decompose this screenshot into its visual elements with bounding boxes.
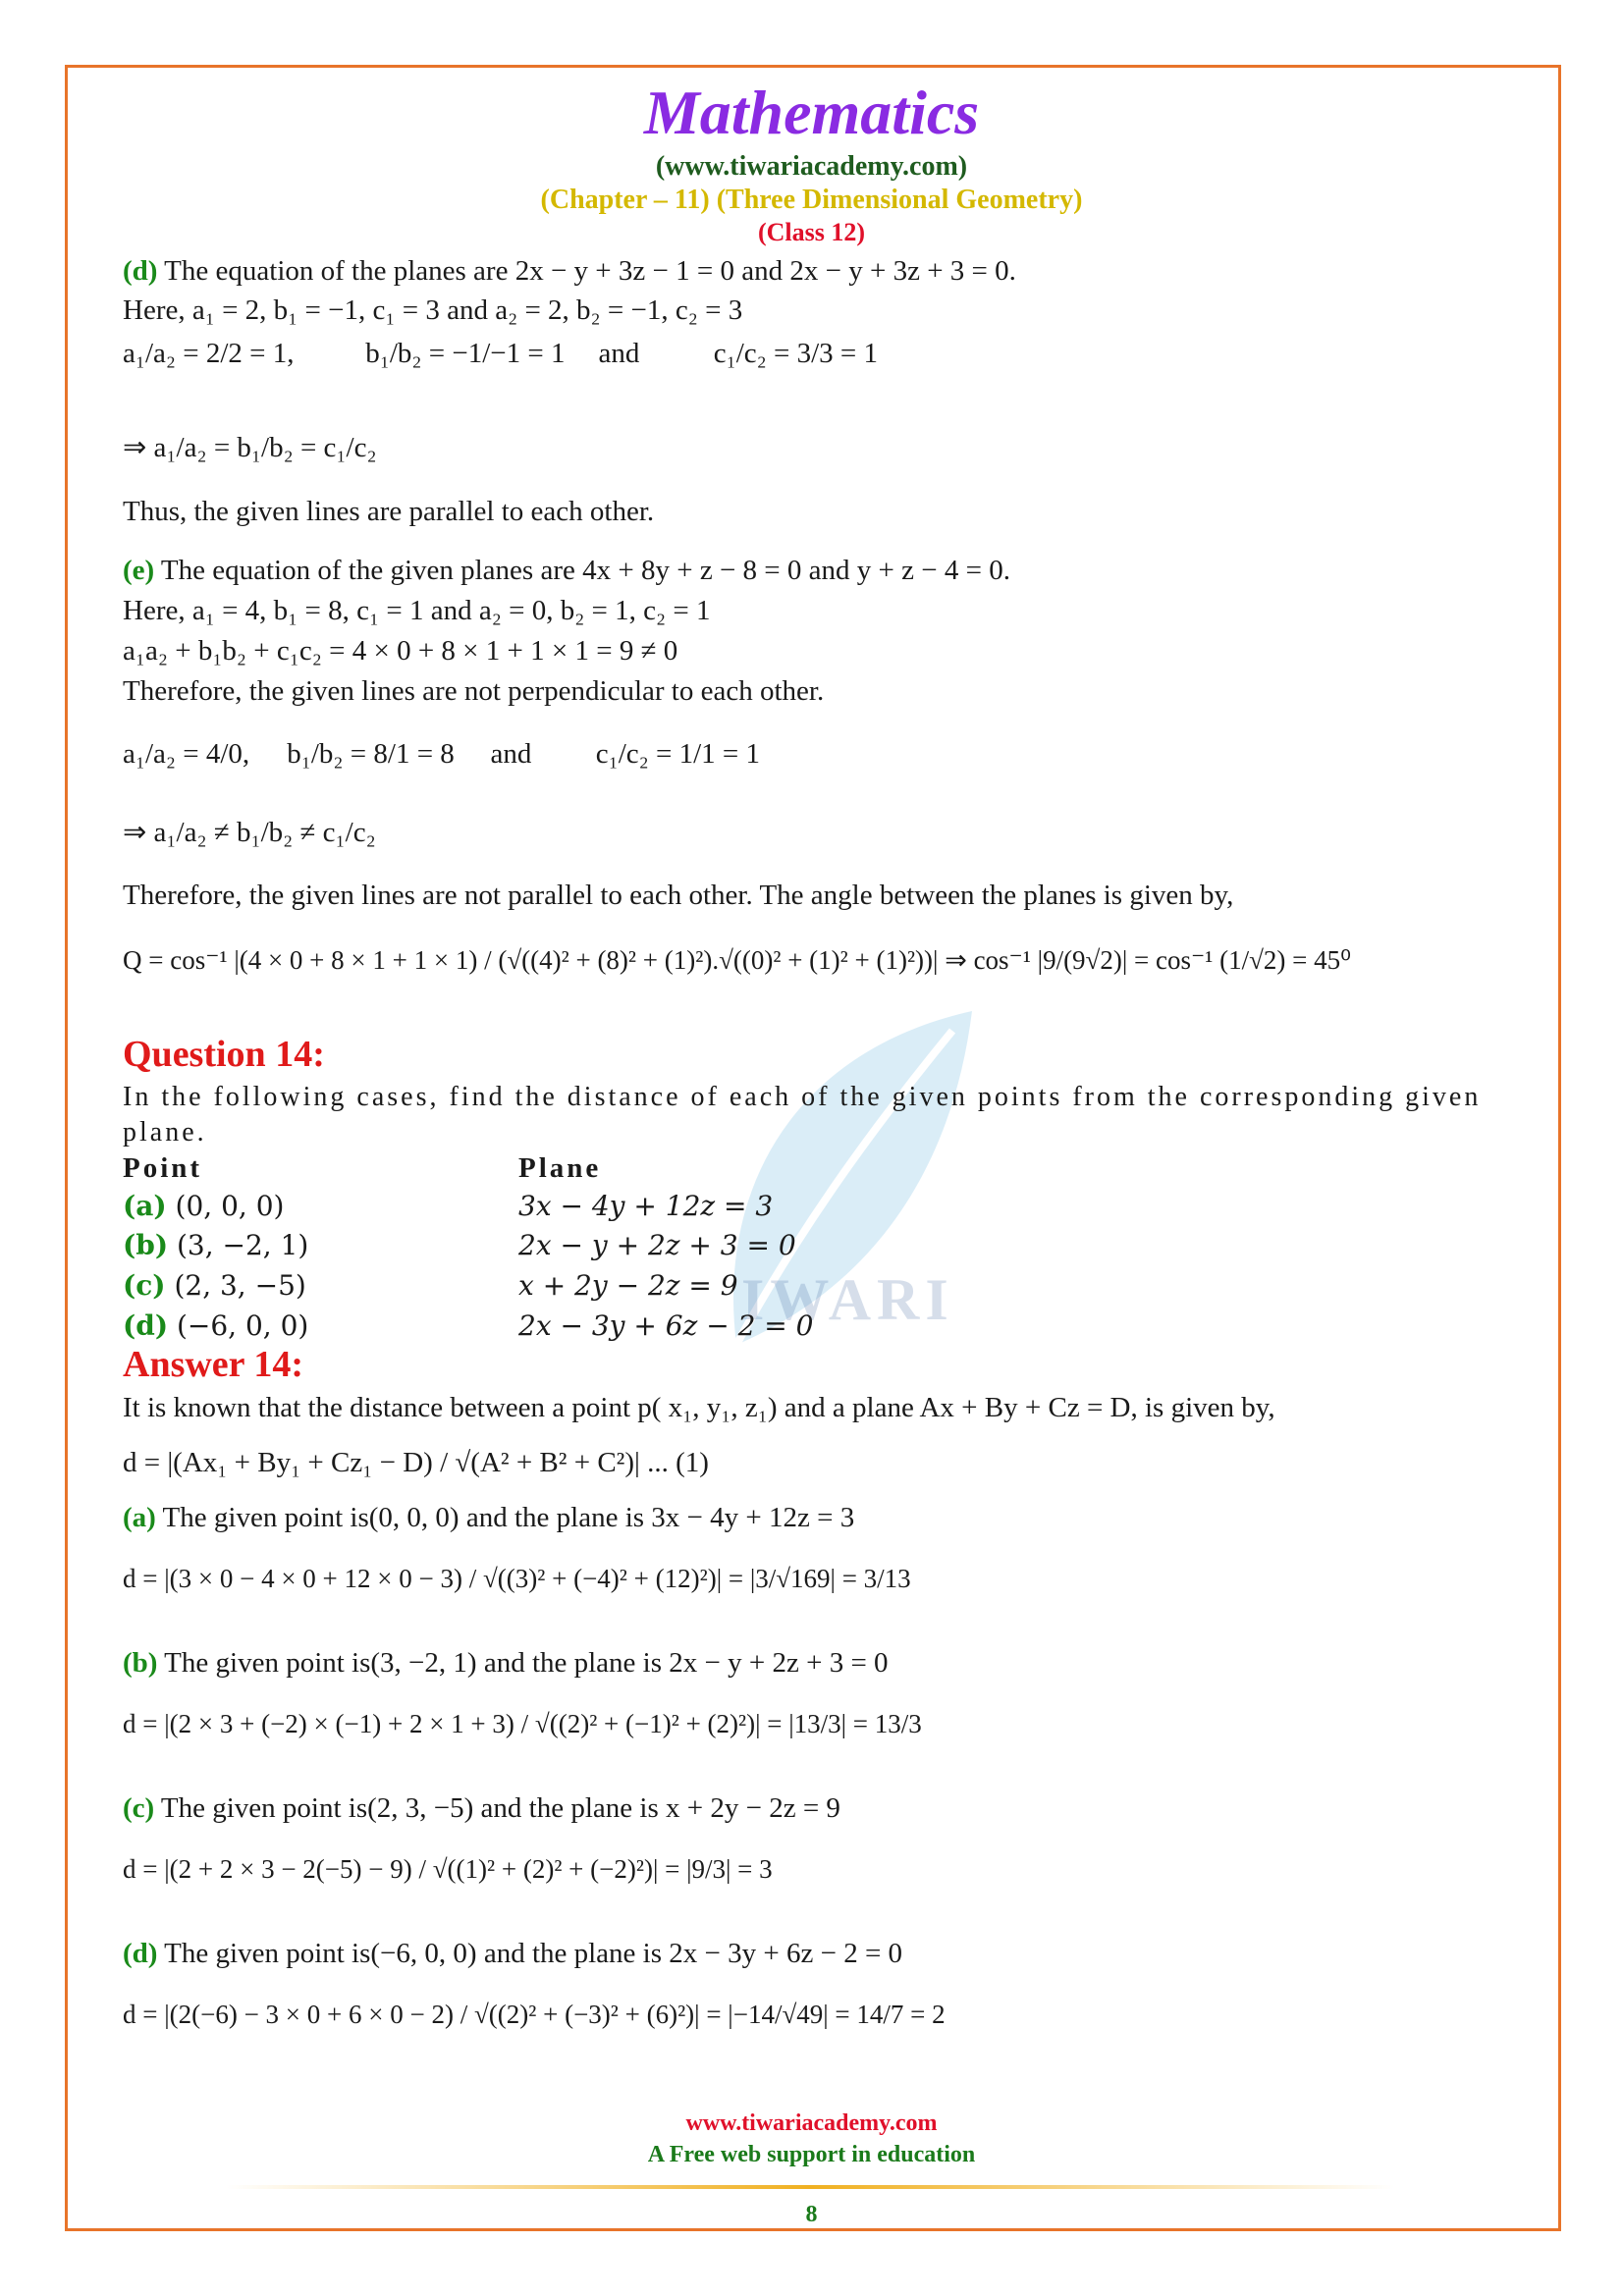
part-e-product: a₁a₂ + b₁b₂ + c₁c₂ = 4 × 0 + 8 × 1 + 1 × 1 = 9 ≠ 0 [123,635,678,667]
watermark-text: IWARI [741,1267,954,1332]
chapter-title: (Chapter – 11) (Three Dimensional Geometry) [540,185,1083,215]
list-item [123,1269,306,1302]
list-item [123,1190,284,1222]
row-label: (c) [123,1269,166,1302]
part-label: (c) [123,1792,155,1824]
part-label: (d) [123,255,158,287]
part-e-implies: ⇒ a₁/a₂ ≠ b₁/b₂ ≠ c₁/c₂ [123,817,376,848]
page-number: 8 [805,2202,818,2227]
answer-intro: It is known that the distance between a point p( x₁, y₁, z₁) and a plane Ax + By + Cz = D, is given by, [123,1392,1275,1423]
list-item [123,1309,308,1342]
part-e-statement [123,553,1517,588]
part-label: (b) [123,1647,158,1679]
answer-calc-b: d = |(2 × 3 + (−2) × (−1) + 2 × 1 + 3) / √((2)² + (−1)² + (2)²)| = |13/3| = 13/3 [123,1709,922,1738]
part-label: (a) [123,1502,156,1533]
answer-part-b [123,1645,1517,1681]
footer-site-link[interactable]: www.tiwariacademy.com [685,2110,938,2136]
part-d-statement [123,253,1517,289]
page-title: Mathematics [643,78,980,147]
row-plane: 3x − 4y + 12z = 3 [518,1190,774,1222]
part-text: The given point is(0, 0, 0) and the plane is 3x − 4y + 12z = 3 [155,1502,855,1533]
distance-formula: d = |(Ax₁ + By₁ + Cz₁ − D) / √(A² + B² + C²)| ... (1) [123,1447,709,1478]
ratio-c: c₁/c₂ = 3/3 = 1 [713,338,879,369]
row-label: (a) [123,1190,167,1222]
row-plane: 2x − y + 2z + 3 = 0 [518,1229,796,1261]
answer-calc-d: d = |(2(−6) − 3 × 0 + 6 × 0 − 2) / √((2)² + (−3)² + (6)²)| = |−14/√49| = 14/7 = 2 [123,2000,946,2029]
answer-calc-c: d = |(2 + 2 × 3 − 2(−5) − 9) / √((1)² + (2)² + (−2)²)| = |9/3| = 3 [123,1854,773,1884]
answer-part-c [123,1790,1517,1826]
list-item [123,1229,308,1261]
part-d-conclusion: Thus, the given lines are parallel to each other. [123,496,655,527]
ratio-a: a₁/a₂ = 2/2 = 1, [123,338,295,369]
footer-divider [226,2185,1394,2189]
footer-tagline: A Free web support in education [647,2142,976,2167]
part-text: The given point is(2, 3, −5) and the plane is x + 2y − 2z = 9 [154,1792,840,1824]
part-text: The given point is(−6, 0, 0) and the plane is 2x − 3y + 6z − 2 = 0 [157,1938,903,1969]
row-label: (d) [123,1309,169,1342]
part-d-implies: ⇒ a₁/a₂ = b₁/b₂ = c₁/c₂ [123,432,377,463]
answer-calc-a: d = |(3 × 0 − 4 × 0 + 12 × 0 − 3) / √((3)² + (−4)² + (12)²)| = |3/√169| = 3/13 [123,1564,911,1593]
ratio-and: and [598,338,640,369]
class-label: (Class 12) [757,218,866,246]
site-link[interactable]: (www.tiwariacademy.com) [655,151,968,182]
row-label: (b) [123,1229,169,1261]
row-point: (3, −2, 1) [176,1229,309,1261]
answer-title: Answer 14: [123,1344,304,1385]
part-e-angle: Q = cos⁻¹ |(4 × 0 + 8 × 1 + 1 × 1) / (√((4)² + (8)² + (1)²).√((0)² + (1)² + (1)²))| ⇒ cos⁻¹ |9/(9√2)| = cos⁻¹ (1/√2) = 45⁰ [123,945,1351,975]
part-e-not-perpendicular: Therefore, the given lines are not perpendicular to each other. [123,675,825,707]
part-d-here: Here, a₁ = 2, b₁ = −1, c₁ = 3 and a₂ = 2, b₂ = −1, c₂ = 3 [123,294,743,326]
part-text: The equation of the planes are 2x − y + 3z − 1 = 0 and 2x − y + 3z + 3 = 0. [157,255,1016,287]
part-text: The given point is(3, −2, 1) and the plane is 2x − y + 2z + 3 = 0 [157,1647,889,1679]
row-plane: x + 2y − 2z = 9 [518,1269,738,1302]
ratio-b: b₁/b₂ = 8/1 = 8 [287,738,455,770]
part-e-here: Here, a₁ = 4, b₁ = 8, c₁ = 1 and a₂ = 0, b₂ = 1, c₂ = 1 [123,595,711,626]
part-e-not-parallel: Therefore, the given lines are not parallel to each other. The angle between the planes is given by, [123,880,1234,911]
part-d-ratios [123,336,1517,371]
part-e-ratios [123,736,1517,772]
row-plane: 2x − 3y + 6z − 2 = 0 [518,1309,814,1342]
part-text: The equation of the given planes are 4x + 8y + z − 8 = 0 and y + z − 4 = 0. [154,555,1010,586]
question-title: Question 14: [123,1034,325,1075]
row-point: (0, 0, 0) [175,1190,285,1222]
question-text: In the following cases, find the distance of each of the given points from the corresponding given plane. [123,1082,1482,1148]
row-point: (−6, 0, 0) [176,1309,309,1342]
row-point: (2, 3, −5) [174,1269,306,1302]
answer-part-d [123,1936,1517,1971]
ratio-and: and [490,738,532,770]
part-label: (d) [123,1938,158,1969]
ratio-b: b₁/b₂ = −1/−1 = 1 [365,338,566,369]
column-point: Point [123,1152,203,1184]
answer-part-a [123,1500,1517,1535]
part-label: (e) [123,555,155,586]
column-plane: Plane [518,1152,602,1184]
ratio-a: a₁/a₂ = 4/0, [123,738,250,770]
ratio-c: c₁/c₂ = 1/1 = 1 [595,738,761,770]
